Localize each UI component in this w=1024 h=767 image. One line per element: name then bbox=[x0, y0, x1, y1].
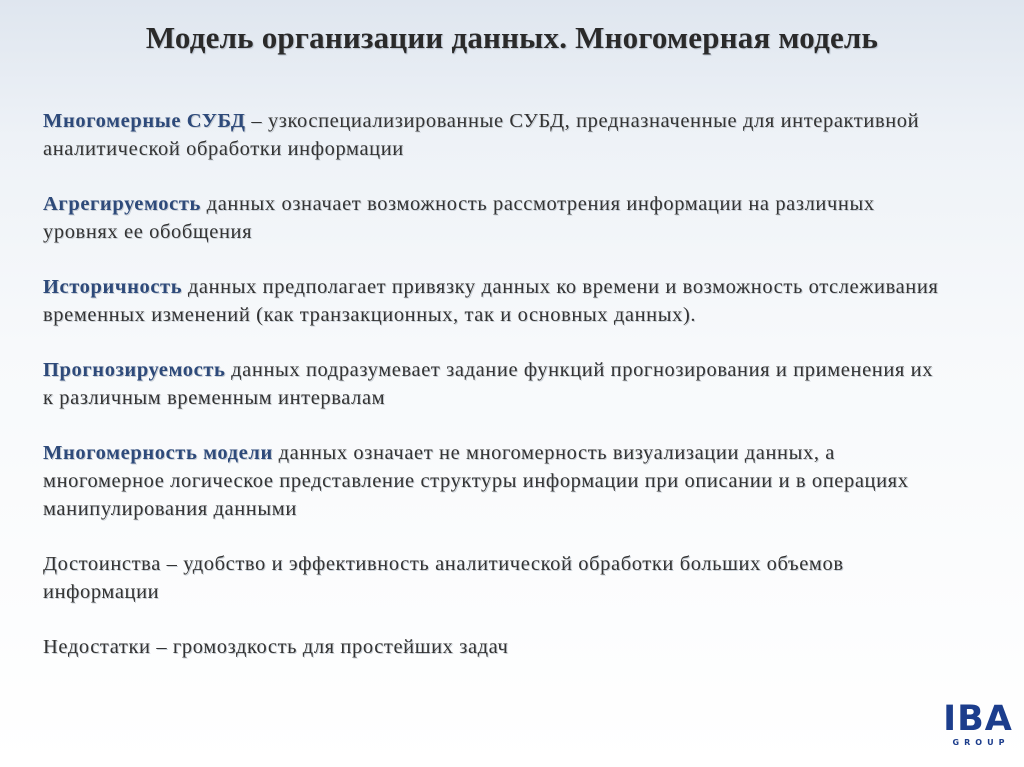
paragraph-predictability bbox=[43, 356, 943, 412]
paragraph-multidimensional-dbms bbox=[43, 107, 943, 163]
term-aggregation: Агрегируемость bbox=[43, 193, 201, 215]
definition-text: данных означает возможность рассмотрения информации на различных уровнях ее обобщения bbox=[43, 193, 875, 243]
paragraph-disadvantages bbox=[43, 633, 943, 661]
iba-group-logo bbox=[943, 700, 1013, 756]
logo-main-text: IBA bbox=[943, 699, 1013, 739]
term-historicity: Историчность bbox=[43, 276, 183, 298]
slide-content bbox=[43, 107, 943, 661]
logo-sub-text: GROUP bbox=[952, 738, 1010, 747]
definition-text: данных подразумевает задание функций прогнозирования и применения их к различным временным интервалам bbox=[43, 359, 934, 409]
paragraph-aggregation bbox=[43, 190, 943, 246]
paragraph-advantages bbox=[43, 550, 943, 606]
paragraph-historicity bbox=[43, 273, 943, 329]
definition-text: данных предполагает привязку данных ко времени и возможность отслеживания временных изменений (как транзакционных, так и основных данных). bbox=[43, 276, 939, 326]
term-predictability: Прогнозируемость bbox=[43, 359, 226, 381]
advantages-text: Достоинства – удобство и эффективность аналитической обработки больших объемов информации bbox=[43, 553, 844, 603]
definition-text: – узкоспециализированные СУБД, предназначенные для интерактивной аналитической обработки информации bbox=[43, 110, 920, 160]
term-multidimensional-dbms: Многомерные СУБД bbox=[43, 110, 246, 132]
disadvantages-text: Недостатки – громоздкость для простейших задач bbox=[43, 636, 509, 658]
slide-title: Модель организации данных. Многомерная модель bbox=[145, 20, 879, 55]
paragraph-model-multidimensionality bbox=[43, 439, 943, 523]
definition-text: данных означает не многомерность визуализации данных, а многомерное логическое представление структуры информации при описании и в операциях манипулирования данными bbox=[43, 442, 909, 520]
term-model-multidimensionality: Многомерность модели bbox=[43, 442, 273, 464]
